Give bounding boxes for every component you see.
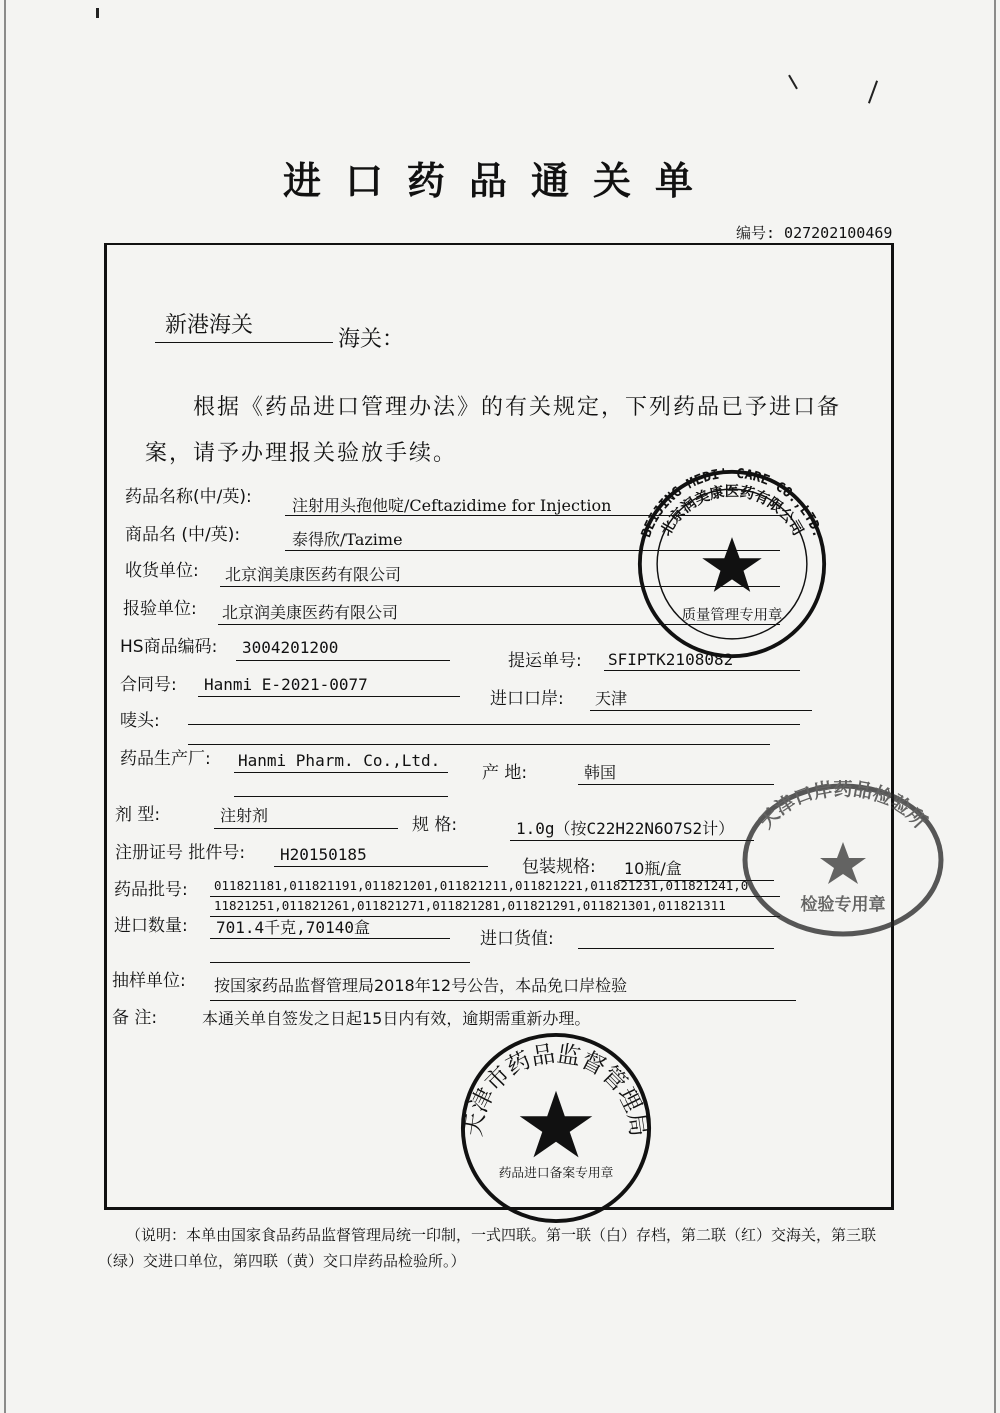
authority-seal-stamp [458,1030,654,1226]
customs-suffix: 海关： [338,327,405,352]
batch-no-underline-1 [210,896,780,897]
registration-no-value: H20150185 [280,845,367,864]
footnote: （说明：本单由国家食品药品监督管理局统一印制，一式四联。第一联（白）存档，第二联（红）交海关，第三联（绿）交进口单位，第四联（黄）交口岸药品检验所。） [98,1226,877,1270]
sampling-unit-value: 按国家药品监督管理局2018年12号公告，本品免口岸检验 [214,976,628,995]
import-port-line [590,710,812,711]
inspection-unit-label: 报验单位: [123,599,197,619]
scan-speck [788,75,798,90]
quantity-value: 701.4千克,70140盒 [216,918,370,937]
remarks-value: 本通关单自签发之日起15日内有效，逾期需重新办理。 [202,1009,591,1028]
svg-text:天津口岸药品检验所 [755,780,931,833]
company-seal-top-text: BEIJING MEDI' CARE CO.,LTD. [639,468,825,540]
registration-no-line [274,866,488,867]
goods-value-label: 进口货值: [480,929,554,949]
goods-value-line [578,948,774,949]
drug-name-label: 药品名称(中/英): [125,487,252,507]
document-title: 进口药品通关单 [282,159,717,203]
batch-no-line-2: 11821251,011821261,011821271,011821281,011821291,011821301,011821311 [214,898,726,913]
packaging-label: 包装规格: [522,857,596,877]
origin-label: 产 地: [482,763,528,783]
import-port-label: 进口口岸: [490,689,564,709]
quantity-line-2 [210,962,470,963]
scan-speck [868,80,878,103]
bill-of-lading-line [604,670,800,671]
scan-edge-right [994,0,996,1413]
packaging-value: 10瓶/盒 [624,859,682,878]
trade-name-label: 商品名 (中/英): [125,525,241,545]
contract-no-value: Hanmi E-2021-0077 [204,675,368,694]
bill-of-lading-value: SFIPTK2108082 [608,650,734,669]
hs-code-line [236,660,450,661]
import-port-value: 天津 [595,689,628,708]
authority-seal-ring-text: 天津市药品监督管理局 [458,1039,654,1139]
sampling-unit-label: 抽样单位: [112,971,186,991]
consignee-value: 北京润美康医药有限公司 [225,565,402,584]
specification-value: 1.0g（按C22H22N6O7S2计） [516,819,735,838]
hs-code-value: 3004201200 [242,638,339,657]
inspection-unit-value: 北京润美康医药有限公司 [222,603,399,622]
company-seal-stamp [636,468,828,660]
dosage-form-label: 剂 型: [115,805,161,825]
trade-name-value: 泰得欣/Tazime [292,530,403,549]
port-inspection-stamp [740,780,946,940]
scan-edge-left [4,0,6,1413]
origin-value: 韩国 [584,763,617,782]
dosage-form-line [214,828,398,829]
specification-line [510,840,754,841]
quantity-label: 进口数量: [114,916,188,936]
manufacturer-line-2 [234,796,448,797]
consignee-label: 收货单位: [125,561,199,581]
specification-label: 规 格: [412,815,458,835]
batch-no-label: 药品批号: [114,880,188,900]
serial-number: 编号: 027202100469 [736,224,893,242]
company-seal-center-text: 质量管理专用章 [681,607,783,624]
registration-no-label: 注册证号 批件号: [115,843,246,863]
marks-label: 唛头: [120,711,160,731]
authority-seal-center-text: 药品进口备案专用章 [498,1166,614,1181]
port-stamp-center-text: 检验专用章 [800,895,886,915]
contract-no-label: 合同号: [120,675,177,695]
drug-name-value: 注射用头孢他啶/Ceftazidime for Injection [292,496,612,515]
customs-name: 新港海关 [165,313,254,338]
bill-of-lading-label: 提运单号: [508,651,582,671]
scan-speck [96,8,99,18]
port-stamp-ring-text: 天津口岸药品检验所 [755,780,931,833]
quantity-line [210,938,450,939]
company-seal-ring-text: 北京润美康医药有限公司 [658,483,806,539]
dosage-form-value: 注射剂 [220,806,269,825]
manufacturer-label: 药品生产厂: [120,749,211,769]
contract-no-line [198,696,460,697]
marks-line-1 [188,724,800,725]
manufacturer-value: Hanmi Pharm. Co.,Ltd. [238,751,441,770]
manufacturer-line [234,772,448,773]
customs-underline [155,342,333,343]
sampling-unit-line [210,1000,796,1001]
intro-paragraph: 根据《药品进口管理办法》的有关规定，下列药品已予进口备案，请予办理报关验放手续。 [145,395,842,466]
marks-line-2 [188,744,770,745]
batch-no-line-1: 011821181,011821191,011821201,011821211,011821221,011821231,011821241,0 [214,878,749,893]
hs-code-label: HS商品编码: [120,637,218,657]
remarks-label: 备 注: [112,1008,158,1028]
